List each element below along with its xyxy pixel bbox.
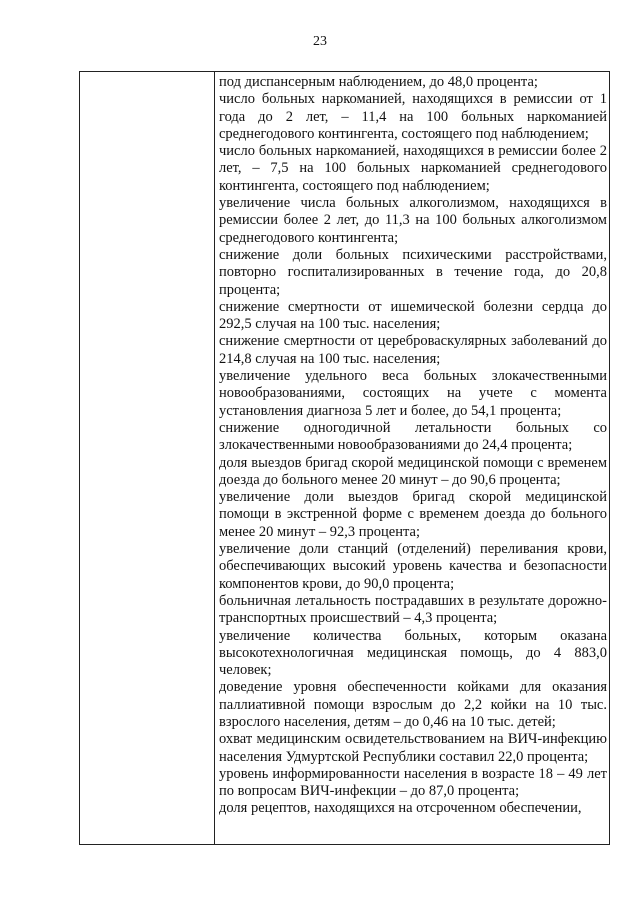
list-item: снижение смертности от ишемической болезни сердца до 292,5 случая на 100 тыс. населения; (219, 298, 607, 333)
list-item: увеличение доли выездов бригад скорой медицинской помощи в экстренной форме с временем доезда до больного менее 20 минут – 92,3 процента; (219, 489, 607, 540)
list-item: под диспансерным наблюдением, до 48,0 процента; (219, 74, 538, 90)
list-item: снижение смертности от цереброваскулярных заболеваний до 214,8 случая на 100 тыс. населения; (219, 333, 607, 367)
list-item: снижение доли больных психическими расстройствами, повторно госпитализированных в течение года, до 20,8 процента; (219, 246, 607, 298)
list-item: уровень информированности населения в возрасте 18 – 49 лет по вопросам ВИЧ-инфекции – до 87,0 процента; (219, 765, 607, 800)
document-table (79, 71, 610, 845)
table-right-cell (219, 74, 607, 818)
list-item: снижение одногодичной летальности больных со злокачественными новообразованиями до 24,4 процента; (219, 419, 607, 454)
list-item: увеличение удельного веса больных злокачественными новообразованиями, состоящих на учете с момента установления диагноза 5 лет и более, до 54,1 процента; (219, 368, 607, 419)
column-divider (214, 72, 215, 844)
page-number: 23 (313, 34, 327, 49)
list-item: доля выездов бригад скорой медицинской помощи с временем доезда до больного менее 20 минут – до 90,6 процента; (219, 454, 607, 488)
list-item: увеличение доли станций (отделений) переливания крови, обеспечивающих высокий уровень качества и безопасности компонентов крови, до 90,0 процента; (219, 541, 607, 592)
list-item: число больных наркоманией, находящихся в ремиссии от 1 года до 2 лет, – 11,4 на 100 больных наркоманией среднегодового контингента, состоящего под наблюдением; (219, 91, 607, 142)
list-item: увеличение числа больных алкоголизмом, находящихся в ремиссии более 2 лет, до 11,3 на 100 больных алкоголизмом среднегодового контингента; (219, 195, 607, 246)
list-item: больничная летальность пострадавших в результате дорожно-транспортных происшествий – 4,3 процента; (219, 592, 607, 627)
list-item: доведение уровня обеспеченности койками для оказания паллиативной помощи взрослым до 2,2 койки на 10 тыс. взрослого населения, детям – до 0,46 на 10 тыс. детей; (219, 679, 607, 730)
list-item: охват медицинским освидетельствованием на ВИЧ-инфекцию населения Удмуртской Республики составил 22,0 процента; (219, 731, 607, 765)
list-item: доля рецептов, находящихся на отсроченном обеспечении, (219, 800, 582, 817)
list-item: число больных наркоманией, находящихся в ремиссии более 2 лет, – 7,5 на 100 больных наркоманией среднегодового контингента, состоящего под наблюдением; (219, 143, 607, 194)
list-item: увеличение количества больных, которым оказана высокотехнологичная медицинская помощь, до 4 883,0 человек; (219, 627, 607, 679)
